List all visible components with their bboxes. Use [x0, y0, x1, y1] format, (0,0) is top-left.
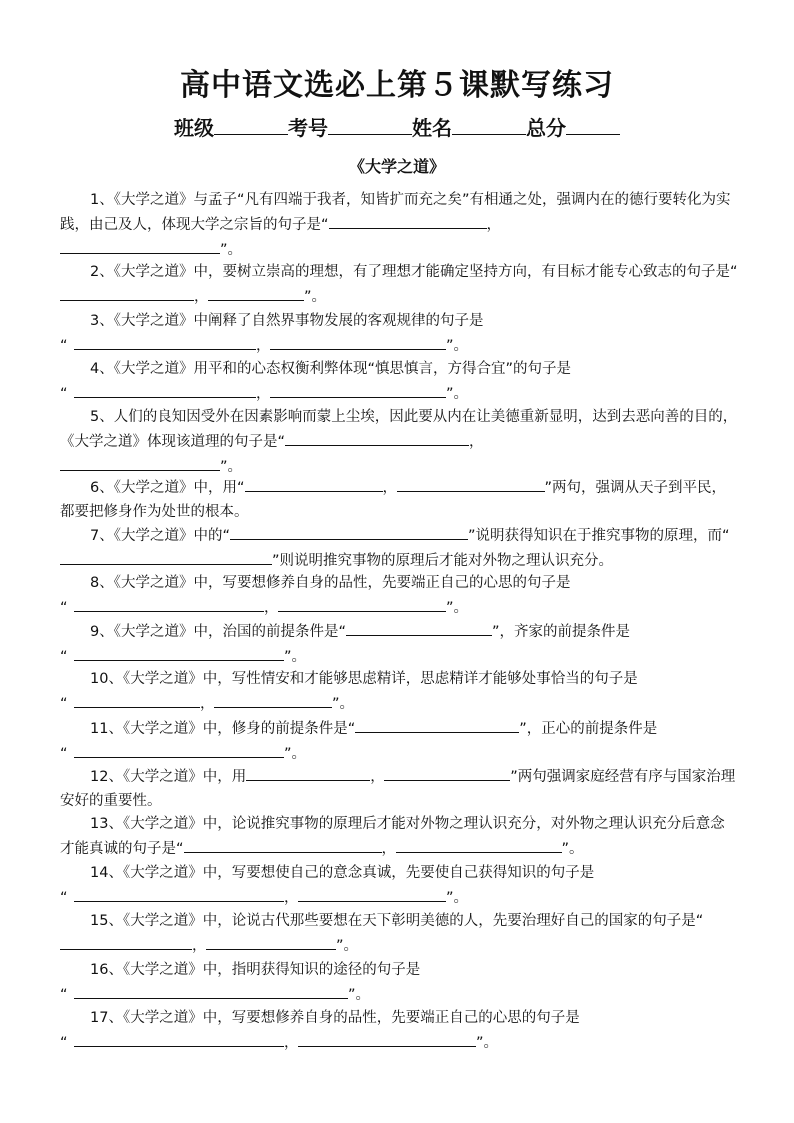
question-15 [60, 909, 738, 958]
answer-blank[interactable] [74, 982, 348, 999]
answer-blank[interactable] [245, 475, 383, 492]
answer-blank[interactable] [298, 1030, 476, 1047]
question-text-end: ”则说明推究事物的原理后才能对外物之理认识充分。 [272, 553, 614, 569]
answer-blank[interactable] [60, 237, 220, 254]
opening-quote: “ [60, 600, 68, 616]
closing-quote: ”。 [446, 600, 469, 616]
question-6 [60, 475, 738, 524]
answer-blank[interactable] [397, 475, 545, 492]
answer-blank[interactable] [60, 454, 220, 471]
question-text: 1、《大学之道》与孟子“凡有四端于我者，知皆扩而充之矣”有相通之处，强调内在的德行要转化为实践，由己及人，体现大学之宗旨的句子是“ [60, 192, 731, 233]
question-text: 11、《大学之道》中，修身的前提条件是“ [90, 721, 356, 737]
class-label: 班级 [174, 116, 214, 140]
section-title: 《大学之道》 [348, 157, 445, 176]
comma: ， [284, 890, 299, 906]
comma: ， [192, 938, 207, 954]
question-2 [60, 260, 738, 309]
question-text: 15、《大学之道》中，论说古代那些要想在天下彰明美德的人，先要治理好自己的国家的句子是“ [90, 913, 704, 929]
opening-quote: “ [60, 890, 68, 906]
answer-blank[interactable] [60, 933, 192, 950]
answer-blank[interactable] [270, 381, 446, 398]
answer-blank[interactable] [384, 764, 510, 781]
answer-blank[interactable] [74, 885, 284, 902]
answer-blank[interactable] [208, 284, 304, 301]
question-7 [60, 523, 738, 573]
question-4 [60, 357, 738, 406]
question-text: 14、《大学之道》中，写要想使自己的意念真诚，先要使自己获得知识的句子是 [90, 865, 595, 881]
closing-quote: ”。 [446, 386, 469, 402]
answer-blank[interactable] [278, 595, 446, 612]
question-text: 3、《大学之道》中阐释了自然界事物发展的客观规律的句子是 [90, 313, 484, 329]
question-3 [60, 309, 738, 358]
comma: ， [256, 338, 271, 354]
comma: ， [469, 434, 484, 450]
question-text-end: ”两句强调家庭经营有序与国家治理安好的重要性。 [60, 769, 736, 809]
comma: ， [370, 769, 385, 785]
question-text: 2、《大学之道》中，要树立崇高的理想，有了理想才能确定坚持方向，有目标才能专心致志的句子是“ [90, 264, 738, 280]
opening-quote: “ [60, 696, 68, 712]
answer-blank[interactable] [74, 644, 284, 661]
answer-blank[interactable] [214, 691, 332, 708]
answer-blank[interactable] [74, 381, 256, 398]
question-text: 9、《大学之道》中，治国的前提条件是“ [90, 624, 346, 640]
student-info-row [0, 112, 794, 141]
answer-blank[interactable] [246, 764, 370, 781]
answer-blank[interactable] [74, 1030, 284, 1047]
closing-quote: ”。 [446, 338, 469, 354]
closing-quote: ”。 [348, 987, 371, 1003]
score-label: 总分 [526, 116, 566, 140]
question-12 [60, 764, 738, 813]
question-14 [60, 861, 738, 910]
page-title: 高中语文选必上第５课默写练习 [180, 68, 614, 103]
question-16 [60, 958, 738, 1007]
question-text: 7、《大学之道》中的“ [90, 528, 230, 544]
opening-quote: “ [60, 649, 68, 665]
question-text: 10、《大学之道》中，写性情安和才能够思虑精详，思虑精详才能够处事恰当的句子是 [90, 671, 638, 687]
opening-quote: “ [60, 386, 68, 402]
question-1 [60, 188, 738, 262]
question-text: 5、人们的良知因受外在因素影响而蒙上尘埃，因此要从内在让美德重新显明，达到去恶向善的目的，《大学之道》体现该道理的句子是“ [60, 409, 738, 450]
comma: ， [486, 217, 502, 233]
answer-blank[interactable] [74, 595, 264, 612]
comma: ， [284, 1035, 299, 1051]
question-text: 17、《大学之道》中，写要想修养自身的品性，先要端正自己的心思的句子是 [90, 1010, 580, 1026]
question-text-end: ”两句，强调从天子到平民，都要把修身作为处世的根本。 [60, 480, 727, 520]
opening-quote: “ [60, 987, 68, 1003]
comma: ， [256, 386, 271, 402]
question-13 [60, 812, 738, 861]
answer-blank[interactable] [60, 548, 272, 565]
comma: ， [382, 480, 397, 496]
question-text-mid: ”说明获得知识在于推究事物的原理，而“ [468, 528, 730, 544]
closing-quote: ”。 [332, 696, 355, 712]
class-blank[interactable] [214, 114, 288, 135]
question-8 [60, 571, 738, 620]
answer-blank[interactable] [270, 333, 446, 350]
answer-blank[interactable] [60, 284, 194, 301]
question-text: 4、《大学之道》用平和的心态权衡利弊体现“慎思慎言，方得合宜”的句子是 [90, 361, 571, 377]
answer-blank[interactable] [355, 716, 519, 733]
score-blank[interactable] [566, 114, 620, 135]
closing-quote: ”。 [446, 890, 469, 906]
answer-blank[interactable] [396, 836, 562, 853]
closing-quote: ”。 [336, 938, 359, 954]
question-text-mid: ”，齐家的前提条件是 [492, 624, 631, 640]
answer-blank[interactable] [74, 691, 200, 708]
comma: ， [264, 600, 279, 616]
comma: ， [194, 289, 209, 305]
opening-quote: “ [60, 338, 68, 354]
question-text: 6、《大学之道》中，用“ [90, 480, 245, 496]
question-5 [60, 405, 738, 479]
closing-quote: ”。 [220, 459, 243, 475]
closing-quote: ”。 [561, 841, 584, 857]
opening-quote: “ [60, 746, 68, 762]
question-text: 13、《大学之道》中，论说推究事物的原理后才能对外物之理认识充分，对外物之理认识充分后意念才能真诚的句子是“ [60, 816, 725, 857]
answer-blank[interactable] [298, 885, 446, 902]
comma: ， [381, 841, 397, 857]
exam-no-blank[interactable] [328, 114, 412, 135]
exam-no-label: 考号 [288, 116, 328, 140]
answer-blank[interactable] [230, 523, 468, 540]
question-10 [60, 667, 738, 716]
name-label: 姓名 [412, 116, 452, 140]
question-text: 12、《大学之道》中，用 [90, 769, 247, 785]
question-text-mid: ”，正心的前提条件是 [519, 721, 658, 737]
question-17 [60, 1006, 738, 1055]
answer-blank[interactable] [346, 619, 492, 636]
question-9 [60, 619, 738, 669]
answer-blank[interactable] [206, 933, 336, 950]
answer-blank[interactable] [184, 836, 382, 853]
answer-blank[interactable] [329, 212, 487, 229]
closing-quote: ”。 [284, 649, 307, 665]
opening-quote: “ [60, 1035, 68, 1051]
comma: ， [200, 696, 215, 712]
name-blank[interactable] [452, 114, 526, 135]
answer-blank[interactable] [285, 429, 469, 446]
closing-quote: ”。 [476, 1035, 499, 1051]
question-text: 8、《大学之道》中，写要想修养自身的品性，先要端正自己的心思的句子是 [90, 575, 571, 591]
closing-quote: ”。 [220, 242, 243, 258]
question-11 [60, 716, 738, 766]
question-text: 16、《大学之道》中，指明获得知识的途径的句子是 [90, 962, 421, 978]
answer-blank[interactable] [74, 741, 284, 758]
closing-quote: ”。 [304, 289, 327, 305]
closing-quote: ”。 [284, 746, 307, 762]
answer-blank[interactable] [74, 333, 256, 350]
